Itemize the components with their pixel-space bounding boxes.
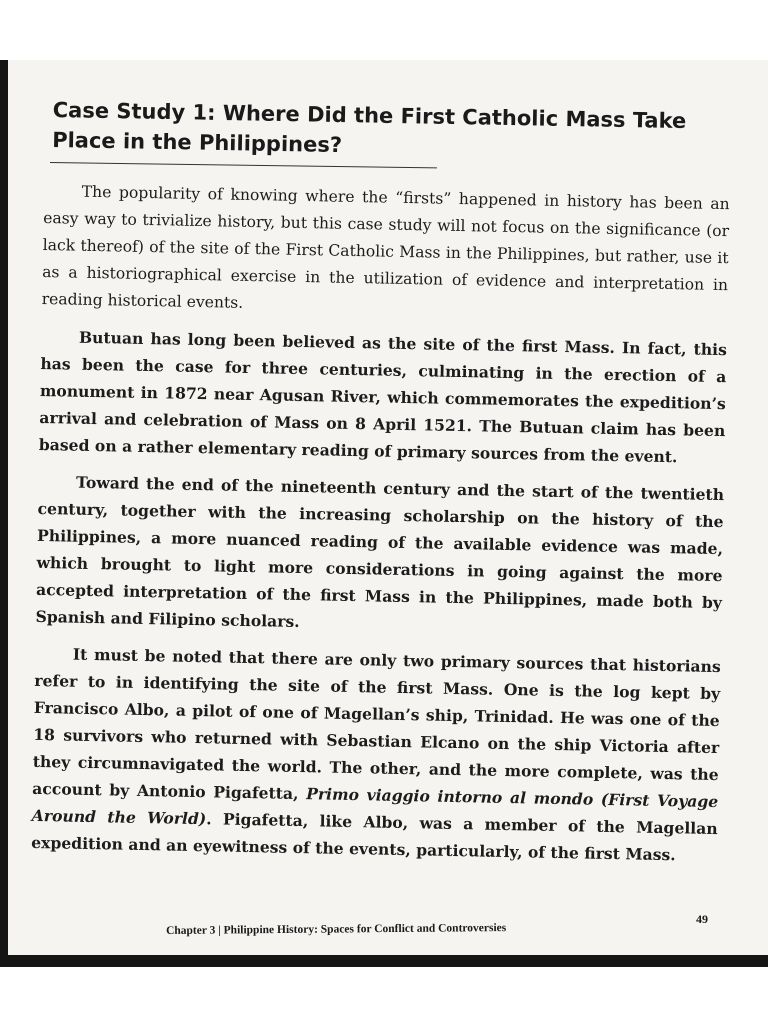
scan-bottom-border	[0, 955, 768, 967]
running-footer: Chapter 3 | Philippine History: Spaces for Conflict and Controversies	[166, 922, 507, 937]
paragraph-2: Butuan has long been believed as the site of the first Mass. In fact, this has been the case for three centuries, culminating in the erection of a monument in 1872 near Agusan River, which commemorates the expedition’s arrival and celebration of Mass on 8 April 1521. The Butuan claim has been based on a rather elementary reading of primary sources from the event.	[38, 327, 728, 467]
body-text	[31, 178, 730, 879]
book-page	[8, 60, 768, 955]
paragraph-4-text-after: . Pigafetta, like Albo, was a member of the Magellan expedition and an eyewitness of the events, particularly, of the first Mass.	[31, 809, 718, 865]
scan-left-border	[0, 60, 8, 965]
page-number: 49	[696, 912, 708, 926]
paragraph-4-text-before: It must be noted that there are only two primary sources that historians refer to in identifying the site of the first Mass. One is the log kept by Francisco Albo, a pilot of one of Magellan’s ship, Trinidad. He was one of the 18 survivors who returned with Sebastian Elcano on the ship Victoria after they circumnavigated the world. The other, and the more complete, was the account by Antonio Pigafetta,	[32, 644, 721, 804]
paragraph-4	[31, 640, 721, 869]
book-title-italic: Primo viaggio intorno al mondo (First Voyage Around the World)	[31, 784, 719, 829]
title-underline	[50, 162, 437, 168]
case-study-title: Case Study 1: Where Did the First Catholic Mass Take Place in the Philippines?	[52, 97, 687, 158]
paragraph-1: The popularity of knowing where the “firsts” happened in history has been an easy way to trivialize history, but this case study will not focus on the significance (or lack thereof) of the site of the First Catholic Mass in the Philippines, but rather, use it as a historiographical exercise in the utilization of evidence and interpretation in reading historical events.	[41, 182, 730, 312]
paragraph-3: Toward the end of the nineteenth century and the start of the twentieth century, together with the increasing scholarship on the history of the Philippines, a more nuanced reading of the available evidence was made, which brought to light more considerations in going against the more accepted interpretation of the first Mass in the Philippines, made both by Spanish and Filipino scholars.	[35, 472, 725, 631]
